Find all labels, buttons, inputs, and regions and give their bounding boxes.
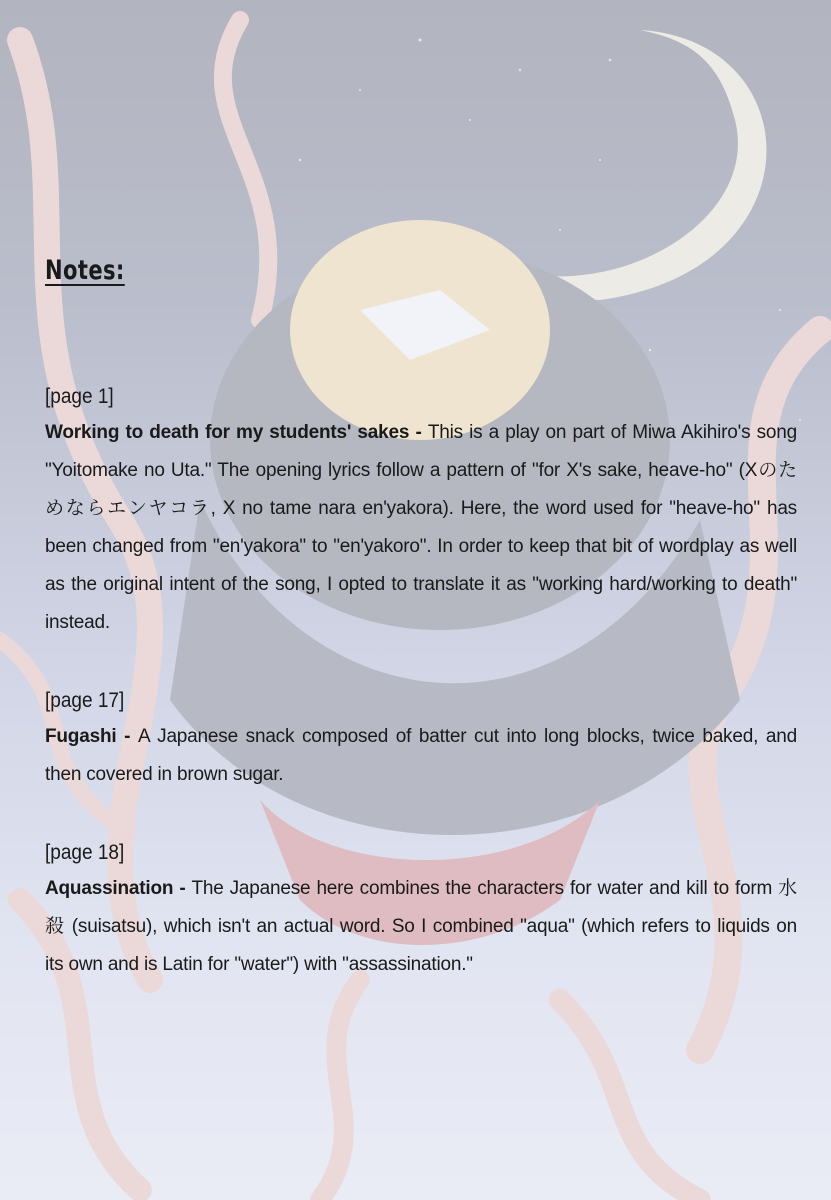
note-text: The Japanese here combines the characters for water and kill to form 水殺 (suisatsu), which isn't an actual word. So I combined "aqua" (which refers to liquids on its own and is Latin for "water") with "assassination." (45, 878, 797, 975)
notes-content (45, 0, 797, 1200)
note-page-ref: [page 1] (45, 384, 114, 409)
note-term: Fugashi (45, 726, 117, 747)
note-entry (45, 376, 797, 642)
note-term: Aquassination (45, 878, 174, 899)
note-page-ref: [page 17] (45, 688, 125, 713)
note-separator: - (116, 726, 138, 747)
note-body (45, 718, 797, 794)
note-entry (45, 680, 797, 794)
note-body (45, 870, 797, 984)
note-text: This is a play on part of Miwa Akihiro's song "Yoitomake no Uta." The opening lyrics follow a pattern of "for X's sake, heave-ho" (Xのためならエンヤコラ, X no tame nara en'yakora). Here, the word used for "heave-ho" has been changed from "en'yakora" to "en'yakoro". In order to keep that bit of wordplay as well as the original intent of the song, I opted to translate it as "working hard/working to death" instead. (45, 422, 797, 633)
note-separator: - (173, 878, 192, 899)
page-title: Notes: (45, 255, 125, 286)
note-body (45, 414, 797, 642)
note-term: Working to death for my students' sakes (45, 422, 410, 443)
note-text: A Japanese snack composed of batter cut into long blocks, twice baked, and then covered in brown sugar. (45, 726, 797, 785)
note-separator: - (409, 422, 428, 443)
note-page-ref: [page 18] (45, 840, 125, 865)
note-entry (45, 832, 797, 984)
